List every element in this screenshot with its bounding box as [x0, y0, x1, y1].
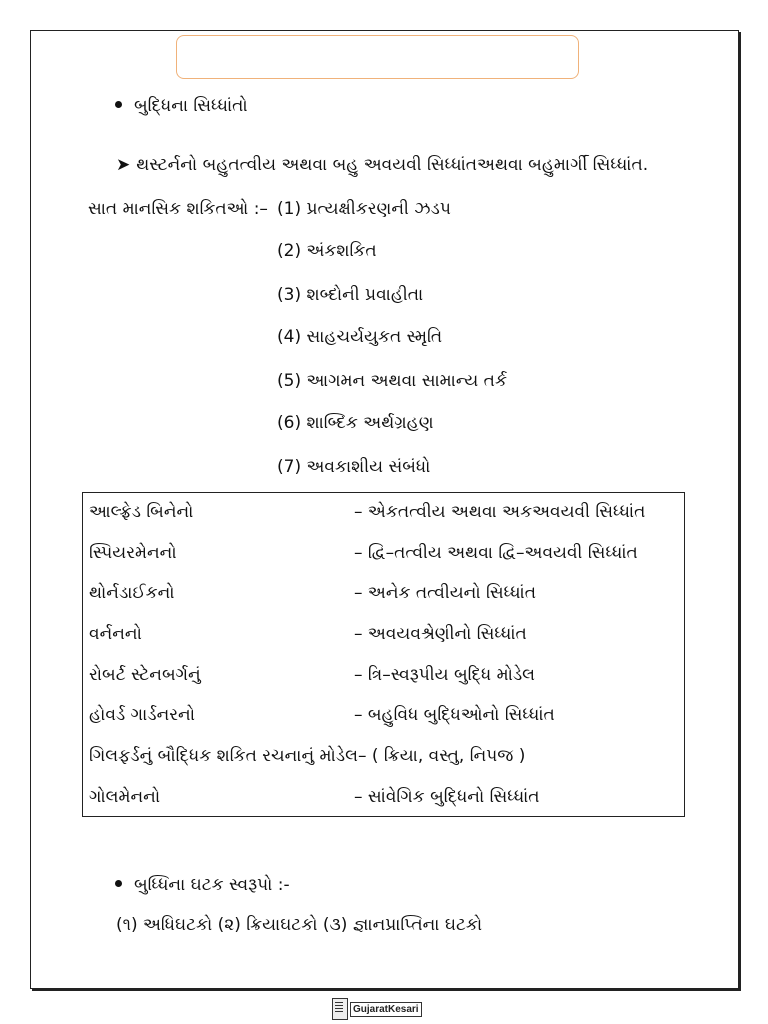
table-row — [83, 575, 684, 611]
table-row — [83, 535, 684, 571]
theorist-name: રોબર્ટ સ્ટેનબર્ગનું — [89, 665, 201, 685]
seven-abilities-label: સાત માનસિક શકિતઓ :– — [88, 199, 268, 219]
theory-name: – દ્વિ–તત્વીય અથવા દ્વિ–અવયવી સિધ્ધાંત — [354, 543, 638, 563]
section2-heading: બુધ્ધિના ઘટક સ્વરૂપો :- — [115, 874, 290, 896]
theorist-name: ગિલફર્ડનું બૌદ્ધિક શકિત રચનાનું મોડેલ– ( ક્રિયા, વસ્તુ, નિપજ ) — [89, 746, 526, 766]
ability-item: (6) શાબ્દિક અર્થગ્રહણ — [277, 413, 434, 433]
ability-item: (2) અંકશકિત — [277, 241, 377, 261]
bullet-icon — [115, 880, 122, 887]
theorist-name: આલ્ફ્રેડ બિનેનો — [89, 502, 194, 522]
theories-table — [82, 492, 685, 817]
logo-text: GujaratKesari — [350, 1002, 422, 1017]
ability-item: (1) પ્રત્યક્ષીકરણની ઝડપ — [277, 199, 451, 219]
theory-name: – ત્રિ–સ્વરૂપીય બુદ્ધિ મોડેલ — [354, 665, 536, 685]
table-row — [83, 657, 684, 693]
header-box — [176, 35, 579, 79]
theorist-name: વર્નનનો — [89, 624, 142, 644]
table-row — [83, 697, 684, 733]
components-line: (૧) અધિઘટકો (૨) ક્રિયાઘટકો (૩) જ્ઞાનપ્રાપ્તિના ઘટકો — [116, 915, 483, 935]
theory-name: – સાંવેગિક બુદ્ધિનો સિધ્ધાંત — [354, 787, 540, 807]
ability-item: (7) અવકાશીય સંબંધો — [277, 457, 431, 477]
theorist-name: ગોલમેનનો — [89, 787, 161, 807]
ability-item: (3) શબ્દોની પ્રવાહીતા — [277, 285, 424, 305]
theory-name: – બહુવિધ બુદ્ધિઓનો સિધ્ધાંત — [354, 705, 555, 725]
bullet-icon — [115, 101, 122, 108]
thurstone-line: ➤ થસ્ટર્નનો બહુતત્વીય અથવા બહુ અવયવી સિધ્ધાંતઅથવા બહુમાર્ગી સિધ્ધાંત. — [116, 155, 649, 175]
newspaper-icon — [332, 998, 348, 1020]
theorist-name: થોર્નડાઈકનો — [89, 583, 175, 603]
section1-heading: બુદ્ધિના સિધ્ધાંતો — [115, 95, 248, 117]
theory-name: – એકતત્વીય અથવા અકઅવયવી સિધ્ધાંત — [354, 502, 646, 522]
ability-item: (4) સાહચર્યયુકત સ્મૃતિ — [277, 327, 443, 347]
table-row — [83, 616, 684, 652]
arrow-bullet-icon: ➤ — [116, 155, 131, 175]
footer-logo — [332, 996, 422, 1022]
table-row — [83, 494, 684, 530]
theorist-name: હોવર્ડ ગાર્ડનરનો — [89, 705, 195, 725]
theorist-name: સ્પિયરમેનનો — [89, 543, 177, 563]
theory-name: – અનેક તત્વીયનો સિધ્ધાંત — [354, 583, 536, 603]
theory-name: – અવયવશ્રેણીનો સિધ્ધાંત — [354, 624, 527, 644]
table-row — [83, 779, 684, 815]
table-row — [83, 738, 684, 774]
ability-item: (5) આગમન અથવા સામાન્ય તર્ક — [277, 371, 507, 391]
